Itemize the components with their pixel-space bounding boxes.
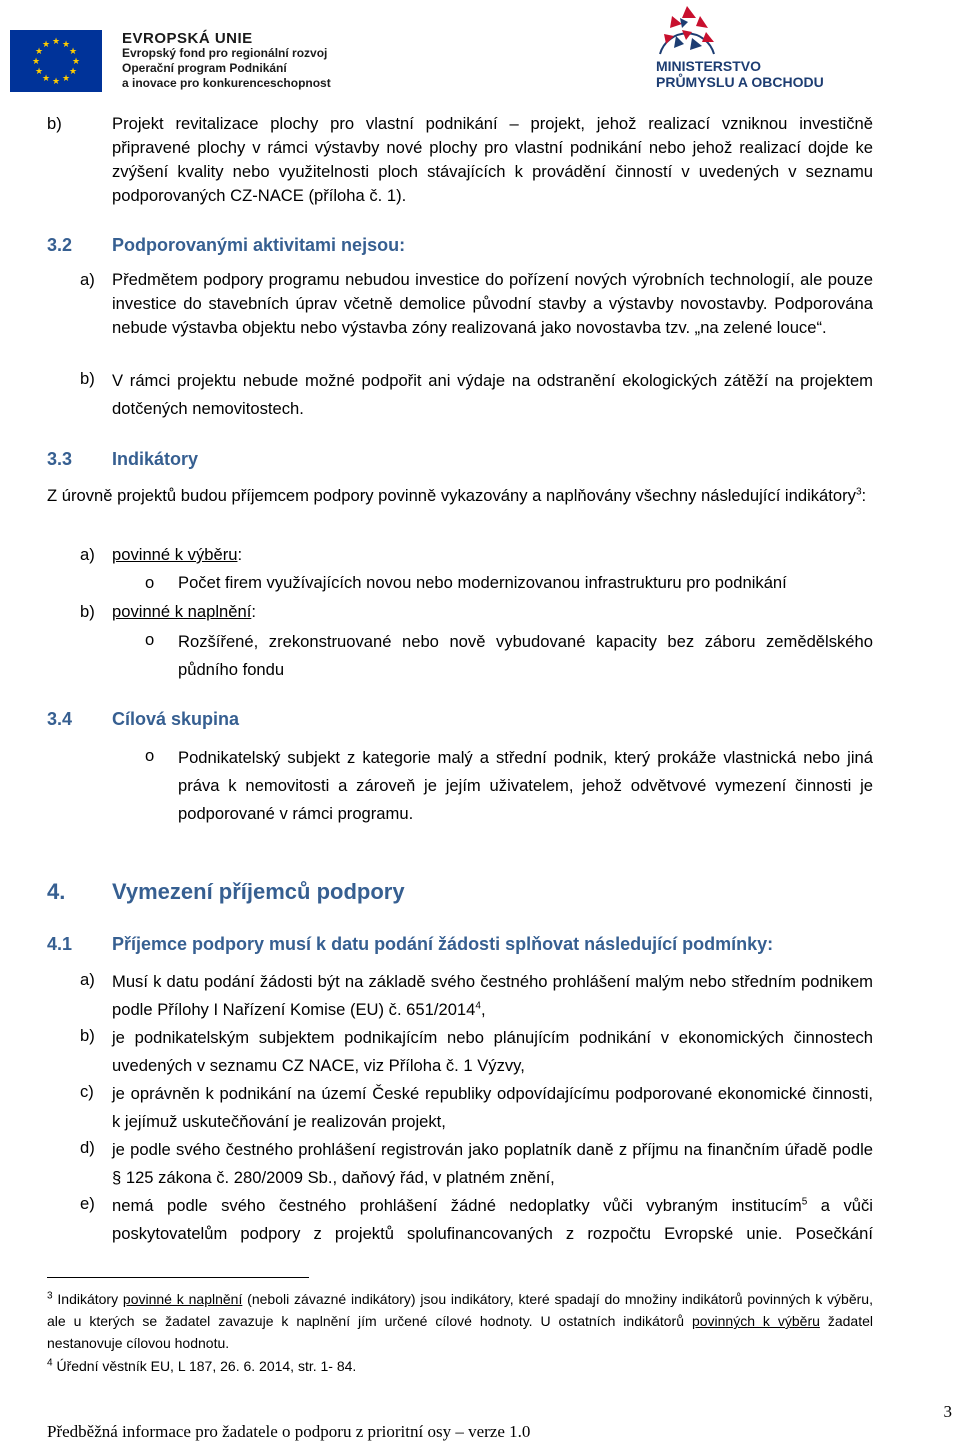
list-label: b)	[80, 602, 95, 621]
section-number: 3.3	[47, 449, 73, 469]
svg-text:★: ★	[51, 76, 61, 86]
section-title: Příjemce podpory musí k datu podání žádosti splňovat následující podmínky:	[112, 934, 774, 954]
eu-programme: Operační program Podnikání	[122, 61, 287, 75]
footnote-underlined: povinných k výběru	[691, 1313, 820, 1329]
svg-text:★: ★	[68, 46, 78, 56]
mpo-text-block	[656, 58, 824, 90]
bullet: o	[145, 630, 155, 649]
paragraph-b-revitalizace: Projekt revitalizace plochy pro vlastní podnikání – projekt, jehož realizací vzniknou investičně připravené plochy v rámci výstavby nové plochy pro vlastní podnikání nebo jehož realizací dojde ke zvýšení kvality nebo využitelnosti ploch stávajících k provádění činností v uvedených v seznamu podporovaných CZ-NACE (příloha č. 1).	[112, 114, 873, 205]
list-label: a)	[80, 970, 95, 989]
condition-c: je oprávněn k podnikání na území České republiky odpovídajícímu podporované ekonomické činnosti, k jejímuž uskutečňování je realizován projekt,	[112, 1084, 873, 1131]
page-number: 3	[943, 1402, 952, 1421]
footnote-text: Úřední věstník EU, L 187, 26. 6. 2014, str. 1- 84.	[52, 1358, 357, 1374]
footnote-separator	[47, 1277, 309, 1278]
svg-text:★: ★	[61, 39, 71, 49]
footnote-text: Indikátory	[52, 1291, 123, 1307]
colon: :	[237, 545, 243, 564]
footnote-ref: 4	[475, 1000, 481, 1012]
indicator-group-b-label: povinné k naplnění	[112, 602, 252, 621]
paragraph-3-2-b: V rámci projektu nebude možné podpořit ani výdaje na odstranění ekologických zátěží na projektem dotčených nemovitostech.	[112, 371, 873, 418]
chapter-number: 4.	[47, 879, 66, 904]
mpo-ministry: MINISTERSTVO	[656, 58, 762, 74]
list-label: c)	[80, 1082, 94, 1101]
eu-title: EVROPSKÁ UNIE	[122, 30, 253, 47]
bullet: o	[145, 746, 155, 765]
eu-flag-logo	[10, 30, 102, 92]
svg-text:★: ★	[41, 39, 51, 49]
footnote-ref: 5	[801, 1196, 808, 1208]
indicator-item-b: Rozšířené, zrekonstruované nebo nově vybudované kapacity bez záboru zemědělského půdního fondu	[178, 632, 873, 679]
svg-text:★: ★	[34, 66, 44, 76]
svg-text:★: ★	[41, 73, 51, 83]
section-number: 4.1	[47, 934, 73, 954]
eu-text-block	[122, 31, 331, 91]
svg-text:★: ★	[61, 73, 71, 83]
chapter-title: Vymezení příjemců podpory	[112, 879, 405, 904]
footnote-text: (neboli závazné indikátory) jsou indikátory, které spadají do množiny indikátorů povinných k výběru, ale u kterých se žadatel zavazuje k naplnění jím určené cílové hodnoty. U ostatních indikátorů	[47, 1291, 873, 1329]
svg-text:★: ★	[71, 56, 81, 66]
list-label: b)	[47, 114, 62, 133]
footnote-3	[47, 1288, 873, 1354]
condition-end: ,	[480, 1000, 486, 1019]
list-label: a)	[80, 545, 95, 564]
svg-text:★: ★	[68, 66, 78, 76]
footnote-4	[47, 1355, 873, 1377]
footnote-underlined: povinné k naplnění	[122, 1291, 243, 1307]
intro-end: :	[861, 486, 867, 505]
indicator-group-b	[112, 600, 256, 624]
list-label: b)	[80, 369, 95, 388]
condition-text: Musí k datu podání žádosti být na základě svého čestného prohlášení malým nebo středním podnikem podle Přílohy I Nařízení Komise (EU) č. 651/2014	[112, 972, 873, 1019]
condition-e	[112, 1192, 873, 1248]
paragraph-3-2-a: Předmětem podpory programu nebudou investice do pořízení nových výrobních technologií, ale pouze investice do stavebních úprav včetně demolice původní stavby a výstavby novostavby. Podporována nebude výstavba objektu nebo výstavba zóny realizovaná jako novostavba tzv. „na zelené louce“.	[112, 270, 873, 337]
svg-text:★: ★	[31, 56, 41, 66]
footnote-number: 4	[47, 1357, 53, 1369]
indicator-item-a: Počet firem využívajících novou nebo modernizovanou infrastrukturu pro podnikání	[178, 573, 787, 592]
section-title: Cílová skupina	[112, 709, 240, 729]
target-group-item: Podnikatelský subjekt z kategorie malý a střední podnik, který prokáže vlastnická nebo jiná práva k nemovitosti a zároveň je jejím uživatelem, jehož odvětvové vymezení činnosti je podporované v rámci programu.	[178, 748, 873, 823]
svg-text:★: ★	[51, 36, 61, 46]
bullet: o	[145, 573, 155, 592]
page-header	[0, 0, 960, 100]
indicator-group-a	[112, 543, 242, 567]
paragraph-3-3-intro	[47, 484, 873, 508]
footnote-text: žadatel nestanovuje cílovou hodnotu.	[47, 1313, 873, 1351]
section-number: 3.4	[47, 709, 73, 729]
condition-a	[112, 968, 873, 1024]
list-label: b)	[80, 1026, 95, 1045]
footnote-ref: 3	[855, 486, 862, 498]
indicator-group-a-label: povinné k výběru	[112, 545, 238, 564]
eu-programme-2: a inovace pro konkurenceschopnost	[122, 76, 331, 90]
page-footer: Předběžná informace pro žadatele o podporu z prioritní osy – verze 1.0	[47, 1422, 531, 1441]
mpo-industry: PRŮMYSLU A OBCHODU	[656, 74, 824, 90]
section-number: 3.2	[47, 235, 73, 255]
list-label: e)	[80, 1194, 95, 1213]
colon: :	[251, 602, 256, 621]
condition-end: a vůči poskytovatelům podpory z projektů spolufinancovaných z rozpočtu Evropské unie. Posečkání	[112, 1196, 873, 1243]
condition-b: je podnikatelským subjektem podnikajícím nebo plánujícím podnikání v ekonomických činnostech uvedených v seznamu CZ NACE, viz Příloha č. 1 Výzvy,	[112, 1028, 873, 1075]
section-title: Podporovanými aktivitami nejsou:	[112, 235, 406, 255]
list-label: d)	[80, 1138, 95, 1157]
condition-d: je podle svého čestného prohlášení registrován jako poplatník daně z příjmu na finančním úřadě podle § 125 zákona č. 280/2009 Sb., daňový řád, v platném znění,	[112, 1140, 873, 1187]
section-title: Indikátory	[112, 449, 199, 469]
svg-text:★: ★	[34, 46, 44, 56]
footnote-number: 3	[47, 1290, 53, 1302]
mpo-globe-logo	[652, 2, 722, 56]
condition-text: nemá podle svého čestného prohlášení žádné nedoplatky vůči vybraným institucím	[112, 1196, 802, 1215]
eu-fund: Evropský fond pro regionální rozvoj	[122, 46, 328, 60]
list-label: a)	[80, 270, 95, 289]
intro-text: Z úrovně projektů budou příjemcem podpory povinně vykazovány a naplňovány všechny následující indikátory	[47, 486, 856, 505]
